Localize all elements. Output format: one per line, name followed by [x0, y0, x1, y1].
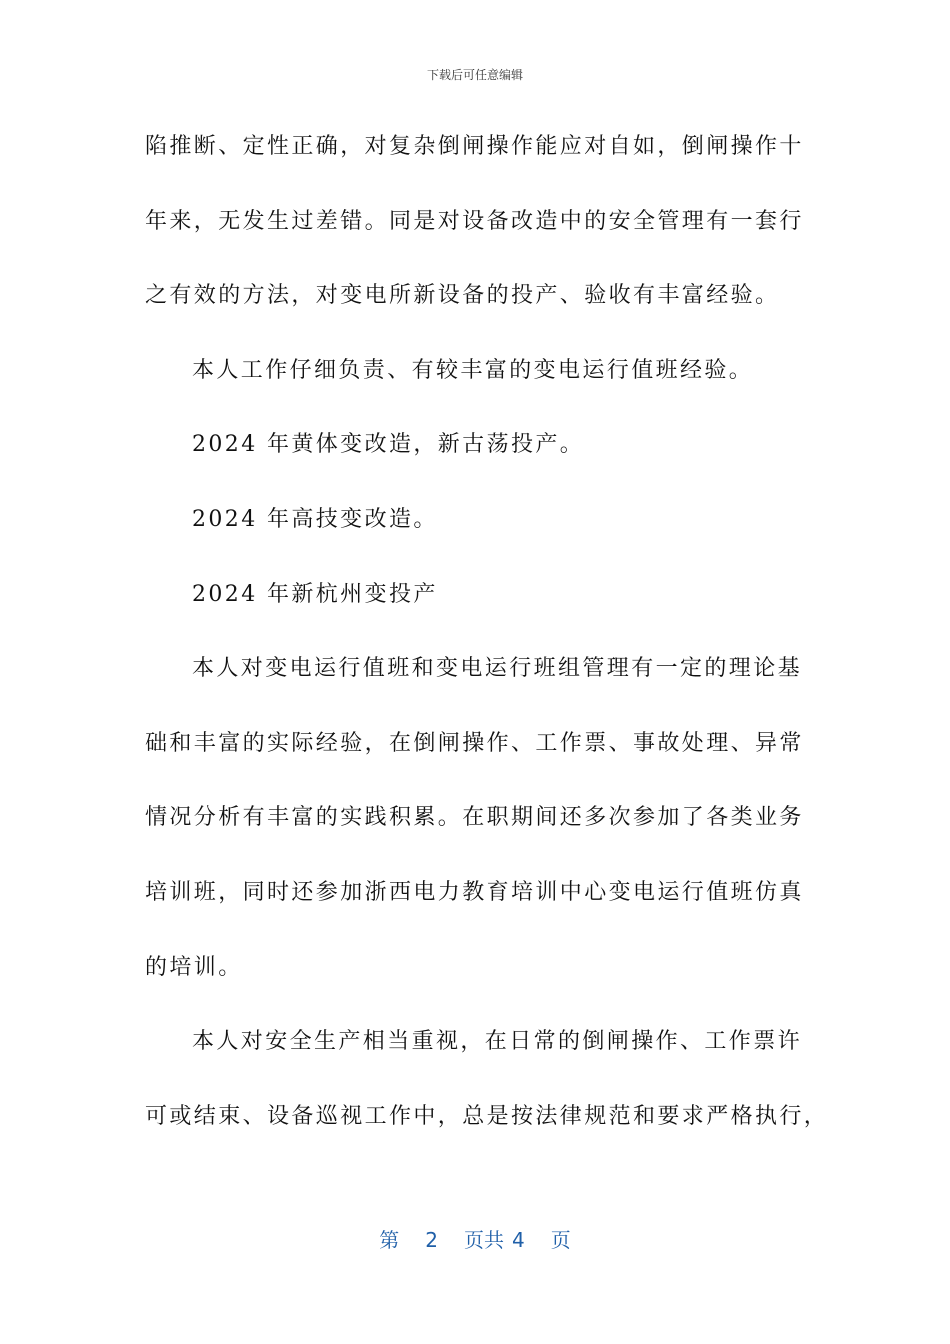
- body-line: 年来，无发生过差错。同是对设备改造中的安全管理有一套行: [145, 208, 804, 234]
- document-body: [145, 123, 829, 1167]
- paragraph-start-line: 本人工作仔细负责、有较丰富的变电运行值班经验。: [192, 357, 754, 383]
- page-header-note: 下载后可任意编辑: [426, 68, 523, 82]
- page-footer: [0, 1224, 950, 1253]
- body-line: 可或结束、设备巡视工作中，总是按法律规范和要求严格执行，: [145, 1103, 829, 1129]
- footer-mid: 页共: [464, 1228, 504, 1252]
- footer-prefix: 第: [379, 1228, 400, 1252]
- footer-total-pages: 4: [512, 1228, 525, 1252]
- paragraph-start-line: 2024 年黄体变改造，新古荡投产。: [192, 432, 585, 458]
- body-line: 之有效的方法，对变电所新设备的投产、验收有丰富经验。: [145, 283, 780, 309]
- body-line: 础和丰富的实际经验，在倒闸操作、工作票、事故处理、异常: [145, 730, 804, 756]
- paragraph-start-line: 2024 年高技变改造。: [192, 506, 438, 532]
- footer-suffix: 页: [550, 1228, 571, 1252]
- body-line: 情况分析有丰富的实践积累。在职期间还多次参加了各类业务: [145, 805, 804, 831]
- body-line: 的培训。: [145, 954, 243, 980]
- paragraph-start-line: 本人对安全生产相当重视，在日常的倒闸操作、工作票许: [192, 1029, 803, 1055]
- body-line: 培训班，同时还参加浙西电力教育培训中心变电运行值班仿真: [145, 879, 804, 905]
- footer-current-page: 2: [425, 1228, 438, 1252]
- paragraph-start-line: 本人对变电运行值班和变电运行班组管理有一定的理论基: [192, 656, 803, 682]
- paragraph-start-line: 2024 年新杭州变投产: [192, 581, 438, 607]
- body-line: 陷推断、定性正确，对复杂倒闸操作能应对自如，倒闸操作十: [145, 134, 804, 159]
